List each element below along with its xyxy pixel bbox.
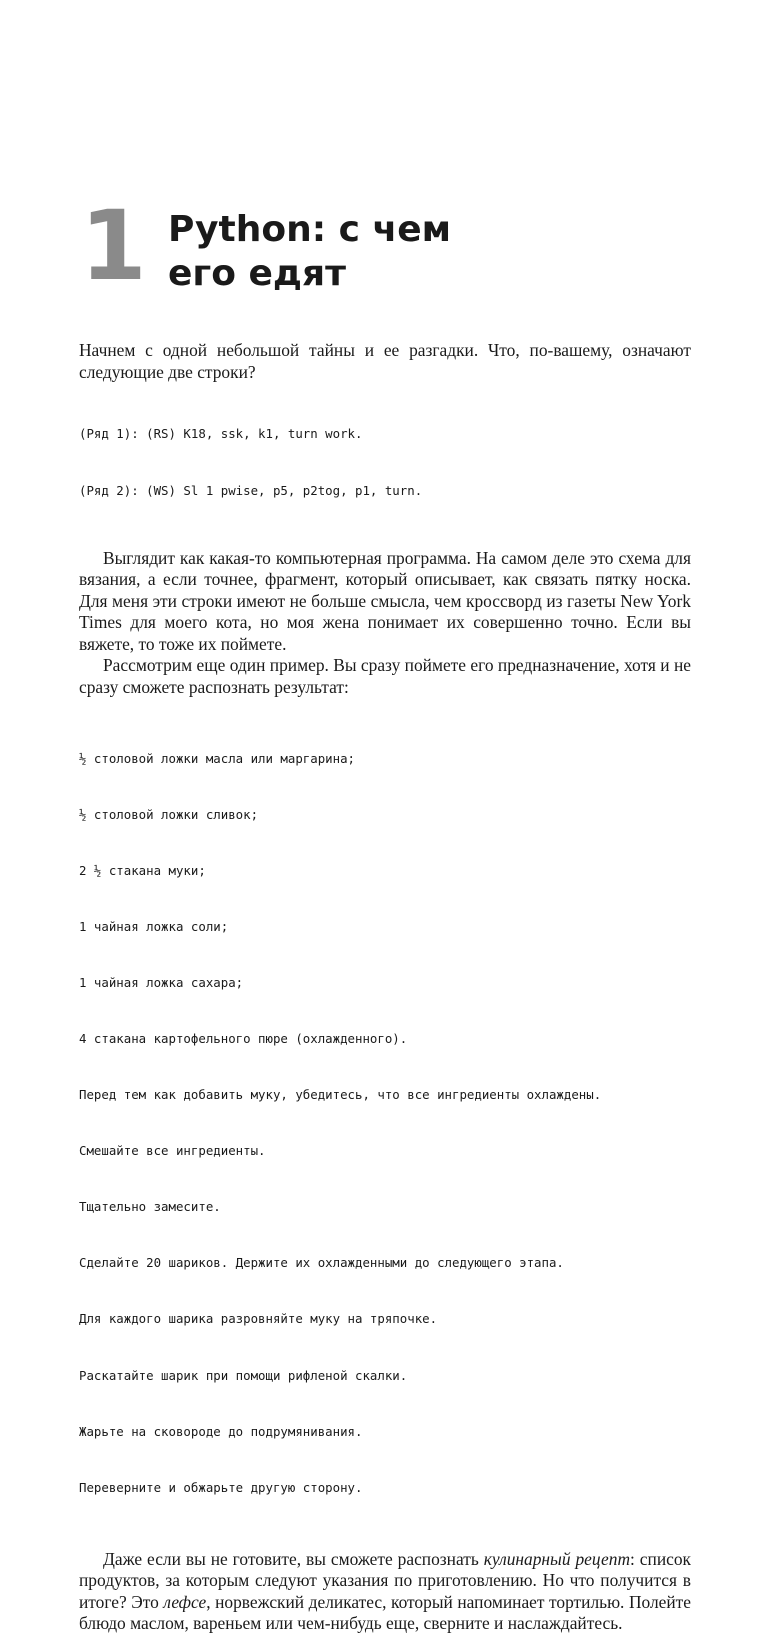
emphasis-text: лефсе [163,1591,207,1612]
code-line: Переверните и обжарьте другую сторону. [79,1479,363,1495]
chapter-title [168,208,451,296]
chapter-number: 1 [80,190,147,302]
code-line: (Ряд 2): (WS) Sl 1 pwise, p5, p2tog, p1, turn. [79,482,423,498]
code-line: Перед тем как добавить муку, убедитесь, что все ингредиенты охлаждены. [79,1087,602,1103]
code-line: ½ столовой ложки масла или маргарина; [79,750,356,766]
recipe-explanation-paragraph [79,1549,691,1635]
knitting-explanation-paragraph: Выглядит как какая-то компьютерная программа. На самом деле это схема для вязания, а если точнее, фрагмент, который описывает, как связать пятку носка. Для меня эти строки имеют не больше смысла, чем кроссворд из газеты New York Times для моего кота, но моя жена понимает их совершенно точно. Если вы вяжете, то тоже их поймете. [79,547,691,654]
code-line: 2 ½ стакана муки; [79,862,206,878]
code-line: 1 чайная ложка сахара; [79,974,244,990]
chapter-title-line-2: его едят [168,253,346,294]
chapter-title-line-1: Python: с чем [168,209,452,250]
knitting-code-block [79,388,691,538]
recipe-intro-paragraph: Рассмотрим еще один пример. Вы сразу поймете его предназначение, хотя и не сразу сможете распознать результат: [79,655,691,697]
code-line: Сделайте 20 шариков. Держите их охлажденными до следующего этапа. [79,1255,564,1271]
code-line: 1 чайная ложка соли; [79,918,229,934]
emphasis-text: кулинарный рецепт [483,1548,631,1569]
code-line: ½ столовой ложки сливок; [79,806,259,822]
code-line: Для каждого шарика разровняйте муку на тряпочке. [79,1311,438,1327]
paragraph-text: : список продуктов, за которым следуют указания по приготовлению. Но что получится в итоге? Это [79,1548,691,1612]
code-line: 4 стакана картофельного пюре (охлажденного). [79,1030,408,1046]
chapter-body [79,340,691,1635]
code-line: Тщательно замесите. [79,1199,221,1215]
paragraph-text: Даже если вы не готовите, вы сможете распознать [103,1548,484,1569]
recipe-code-block [79,712,691,1535]
code-line: Смешайте все ингредиенты. [79,1143,266,1159]
intro-paragraph: Начнем с одной небольшой тайны и ее разгадки. Что, по-вашему, означают следующие две строки? [79,340,691,382]
code-line: Раскатайте шарик при помощи рифленой скалки. [79,1367,408,1383]
code-line: (Ряд 1): (RS) K18, ssk, k1, turn work. [79,426,363,442]
paragraph-text: , норвежский деликатес, который напоминает тортилью. Полейте блюдо маслом, вареньем или чем-нибудь еще, сверните и наслаждайтесь. [79,1591,691,1634]
code-line: Жарьте на сковороде до подрумянивания. [79,1423,363,1439]
